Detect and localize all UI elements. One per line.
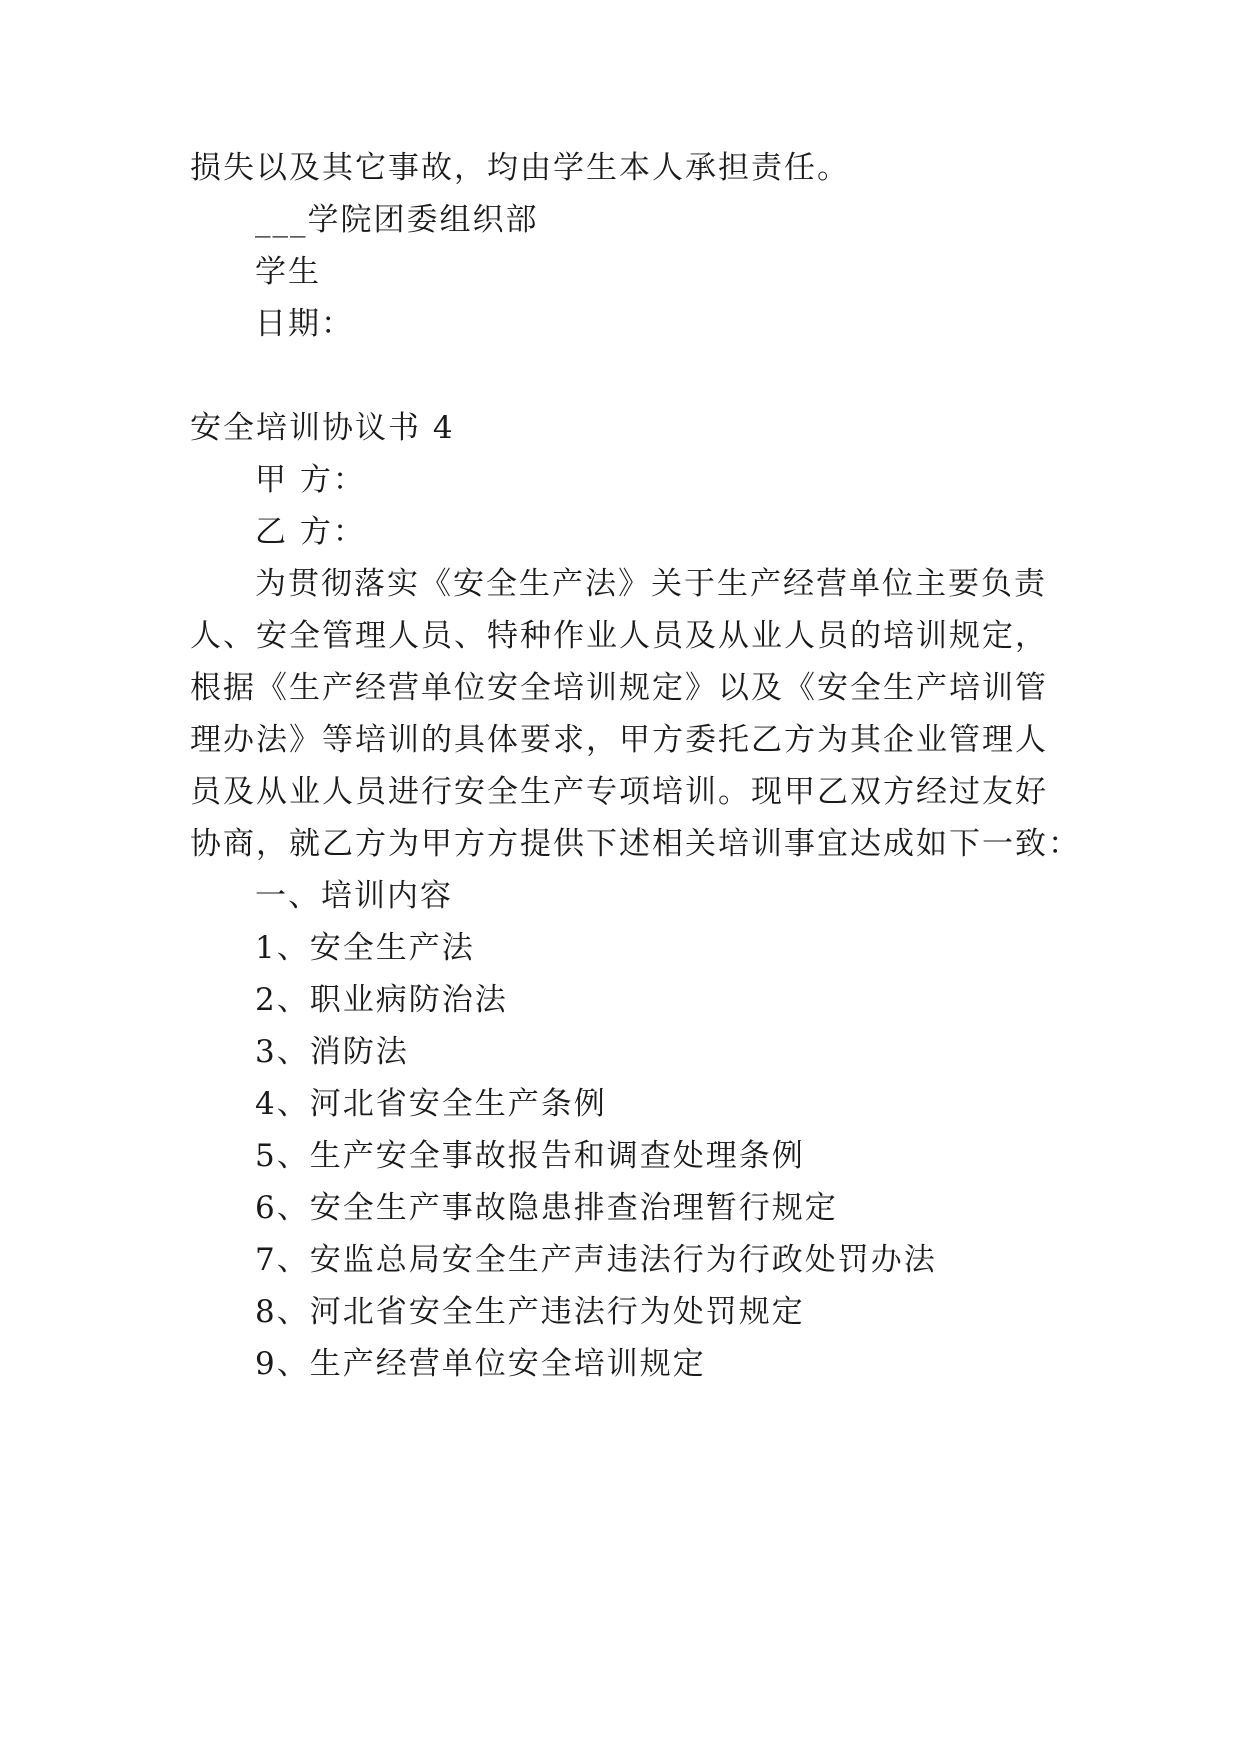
subsection-heading: 一、培训内容 xyxy=(255,878,453,914)
paragraph-line: 根据《生产经营单位安全培训规定》以及《安全生产培训管 xyxy=(190,670,1048,706)
party-a-label: 甲 方： xyxy=(255,462,366,498)
party-b-label: 乙 方： xyxy=(255,514,366,550)
list-item: 6、安全生产事故隐患排查治理暂行规定 xyxy=(255,1190,838,1226)
paragraph-line: 员及从业人员进行安全生产专项培训。现甲乙双方经过友好 xyxy=(190,774,1048,810)
student-signature-label: 学生 xyxy=(255,254,321,290)
date-label: 日期： xyxy=(255,306,354,342)
organization-signature: ___学院团委组织部 xyxy=(255,202,539,238)
list-item: 9、生产经营单位安全培训规定 xyxy=(255,1346,706,1382)
list-item: 4、河北省安全生产条例 xyxy=(255,1086,607,1122)
paragraph-line: 损失以及其它事故，均由学生本人承担责任。 xyxy=(190,150,850,186)
list-item: 2、职业病防治法 xyxy=(255,982,508,1018)
list-item: 3、消防法 xyxy=(255,1034,409,1070)
paragraph-line: 理办法》等培训的具体要求，甲方委托乙方为其企业管理人 xyxy=(190,722,1048,758)
list-item: 7、安监总局安全生产声违法行为行政处罚办法 xyxy=(255,1242,937,1278)
paragraph-line: 协商，就乙方为甲方方提供下述相关培训事宜达成如下一致： xyxy=(190,826,1081,862)
list-item: 8、河北省安全生产违法行为处罚规定 xyxy=(255,1294,805,1330)
section-title: 安全培训协议书 4 xyxy=(190,410,455,446)
paragraph-line: 为贯彻落实《安全生产法》关于生产经营单位主要负责 xyxy=(255,566,1047,602)
list-item: 5、生产安全事故报告和调查处理条例 xyxy=(255,1138,805,1174)
paragraph-line: 人、安全管理人员、特种作业人员及从业人员的培训规定， xyxy=(190,618,1048,654)
list-item: 1、安全生产法 xyxy=(255,930,475,966)
